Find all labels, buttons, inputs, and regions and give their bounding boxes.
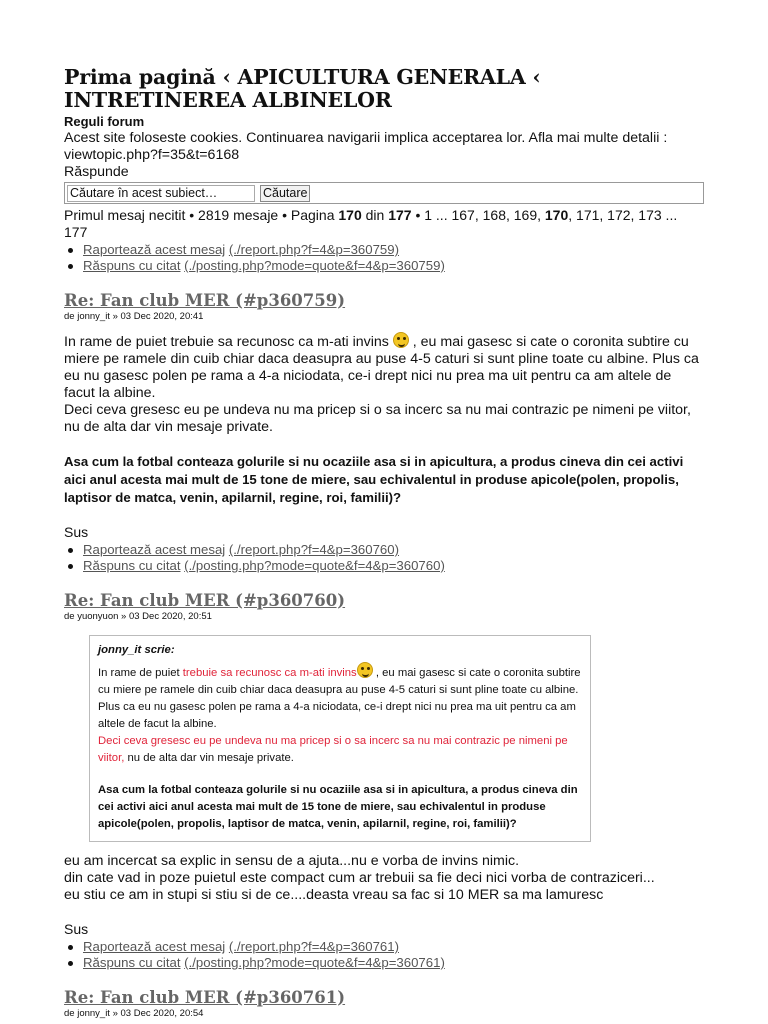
- quote-reply-url[interactable]: (./posting.php?mode=quote&f=4&p=360759): [184, 258, 445, 273]
- post-title-link[interactable]: Re: Fan club MER (#p360761): [64, 988, 346, 1007]
- list-item: [64, 242, 704, 258]
- quote-box: [89, 635, 591, 842]
- post: [64, 591, 704, 971]
- post-actions: [64, 242, 704, 274]
- cookie-notice: Acest site foloseste cookies. Continuarea navigarii implica acceptarea lor. Afla mai multe detalii : viewtopic.php?f=35&t=6168: [64, 130, 668, 163]
- quote-reply-link[interactable]: Răspuns cu citat: [83, 258, 181, 273]
- breadcrumb-forum-link[interactable]: APICULTURA GENERALA: [237, 65, 526, 89]
- forum-rules-heading: Reguli forum: [64, 114, 145, 129]
- pagination-pages[interactable]: • 1 ... 167, 168, 169,: [411, 207, 545, 223]
- pagination-page-current: 170: [544, 207, 569, 223]
- list-item: [64, 939, 704, 955]
- report-post-url[interactable]: (./report.php?f=4&p=360761): [228, 939, 399, 954]
- quote-reply-link[interactable]: Răspuns cu citat: [83, 558, 181, 573]
- list-item: [64, 542, 704, 558]
- back-to-top-link[interactable]: Sus: [64, 524, 89, 540]
- list-item: [64, 558, 704, 574]
- post: [64, 291, 704, 574]
- post-actions: [64, 939, 704, 971]
- topic-search-bar: [64, 182, 704, 204]
- quote-reply-url[interactable]: (./posting.php?mode=quote&f=4&p=360761): [184, 955, 445, 970]
- pagination-of: din: [361, 207, 389, 223]
- post-author-meta: de yuonyuon » 03 Dec 2020, 20:51: [64, 611, 212, 622]
- post-title-link[interactable]: Re: Fan club MER (#p360760): [64, 591, 346, 610]
- quote-bold-question: Asa cum la fotbal conteaza golurile si nu ocaziile asa si in apicultura, a produs cineva din cei activi aici anul acesta mai mult de 15 tone de miere, sau echivalentul in produse apicole(polen, propolis, laptisor de matca, venin, apilarnil, regine, roi, familii)?: [98, 784, 578, 830]
- post-title-link[interactable]: Re: Fan club MER (#p360759): [64, 291, 346, 310]
- post-body: [64, 853, 704, 921]
- post-text: Deci ceva gresesc eu pe undeva nu ma pricep si o sa incerc sa nu mai contrazic pe nimeni pe viitor, nu de alta dar vin mesaje private.: [64, 402, 691, 435]
- quote-reply-link[interactable]: Răspuns cu citat: [83, 955, 181, 970]
- topic-search-input[interactable]: Căutare în acest subiect…: [67, 185, 255, 202]
- breadcrumb-separator: ‹: [525, 65, 541, 89]
- post-author-meta: de jonny_it » 03 Dec 2020, 20:41: [64, 311, 204, 322]
- post-author-meta: de jonny_it » 03 Dec 2020, 20:54: [64, 1008, 204, 1019]
- post-text: In rame de puiet trebuie sa recunosc ca m-ati invins: [64, 334, 393, 350]
- report-post-link[interactable]: Raportează acest mesaj: [83, 939, 226, 954]
- list-item: [64, 258, 704, 274]
- breadcrumb-separator: ‹: [215, 65, 238, 89]
- report-post-link[interactable]: Raportează acest mesaj: [83, 242, 226, 257]
- post-bold-question: Asa cum la fotbal conteaza golurile si nu ocaziile asa si in apicultura, a produs cineva din cei activi aici anul acesta mai mult de 15 tone de miere, sau echivalentul in produse apicole(polen, propolis, laptisor de matca, venin, apilarnil, regine, roi, familii)?: [64, 454, 684, 505]
- quote-author: jonny_it scrie:: [98, 644, 175, 656]
- pagination-info: Primul mesaj necitit • 2819 mesaje • Pagina: [64, 207, 339, 223]
- quote-text: [98, 662, 582, 767]
- forum-page: [64, 66, 704, 1020]
- smiley-icon: [393, 332, 409, 348]
- quote-text-part: , eu mai gasesc si cate o coronita subtire cu miere pe ramele din cuib chiar daca deasupra au puse 4-5 caturi si sunt pline toate cu albine. Plus ca eu nu gasesc polen pe rama a 4-a niciodata, ce-i drept nici nu prea ma uit pentru ca am altele de facut la albine.: [98, 667, 581, 730]
- search-button[interactable]: Căutare: [260, 185, 310, 202]
- smiley-icon: [357, 662, 373, 678]
- quote-highlight: trebuie sa recunosc ca m-ati invins: [182, 667, 357, 679]
- pagination: [64, 207, 704, 241]
- post-text: eu am incercat sa explic in sensu de a ajuta...nu e vorba de invins nimic.: [64, 853, 520, 869]
- back-to-top-link[interactable]: Sus: [64, 921, 89, 937]
- report-post-link[interactable]: Raportează acest mesaj: [83, 542, 226, 557]
- post-actions: [64, 542, 704, 574]
- pagination-pages[interactable]: , 171, 172, 173 ... 177: [64, 207, 678, 240]
- report-post-url[interactable]: (./report.php?f=4&p=360760): [228, 542, 399, 557]
- pagination-total: 177: [388, 207, 412, 223]
- post: [64, 988, 704, 1020]
- breadcrumb-home-link[interactable]: Prima pagină: [64, 65, 216, 89]
- report-post-url[interactable]: (./report.php?f=4&p=360759): [228, 242, 399, 257]
- quote-reply-url[interactable]: (./posting.php?mode=quote&f=4&p=360760): [184, 558, 445, 573]
- quote-text-part: nu de alta dar vin mesaje private.: [124, 752, 294, 764]
- post-body: [64, 332, 704, 524]
- list-item: [64, 955, 704, 971]
- post-text: eu stiu ce am in stupi si stiu si de ce....deasta vreau sa fac si 10 MER sa ma lamuresc: [64, 887, 604, 903]
- quote-highlight: Deci ceva gresesc eu pe undeva nu ma pricep si o sa incerc sa nu mai contrazic pe nimeni pe viitor,: [98, 735, 568, 764]
- pagination-current: 170: [338, 207, 362, 223]
- breadcrumb-subforum-link[interactable]: INTRETINEREA ALBINELOR: [64, 88, 392, 112]
- post-text: , eu mai gasesc si cate o coronita subtire cu miere pe ramele din cuib chiar daca deasupra au puse 4-5 caturi si sunt pline toate cu albine. Plus ca eu nu gasesc polen pe rama a 4-a niciodata, ce-i drept nici nu prea ma uit pentru ca am altele de facut la albine.: [64, 334, 699, 401]
- post-text: din cate vad in poze puietul este compact cum ar trebuii sa fie deci nici vorba de contraziceri...: [64, 870, 655, 886]
- quote-text-part: In rame de puiet: [98, 667, 183, 679]
- reply-link[interactable]: Răspunde: [64, 164, 129, 180]
- breadcrumb: [64, 66, 704, 112]
